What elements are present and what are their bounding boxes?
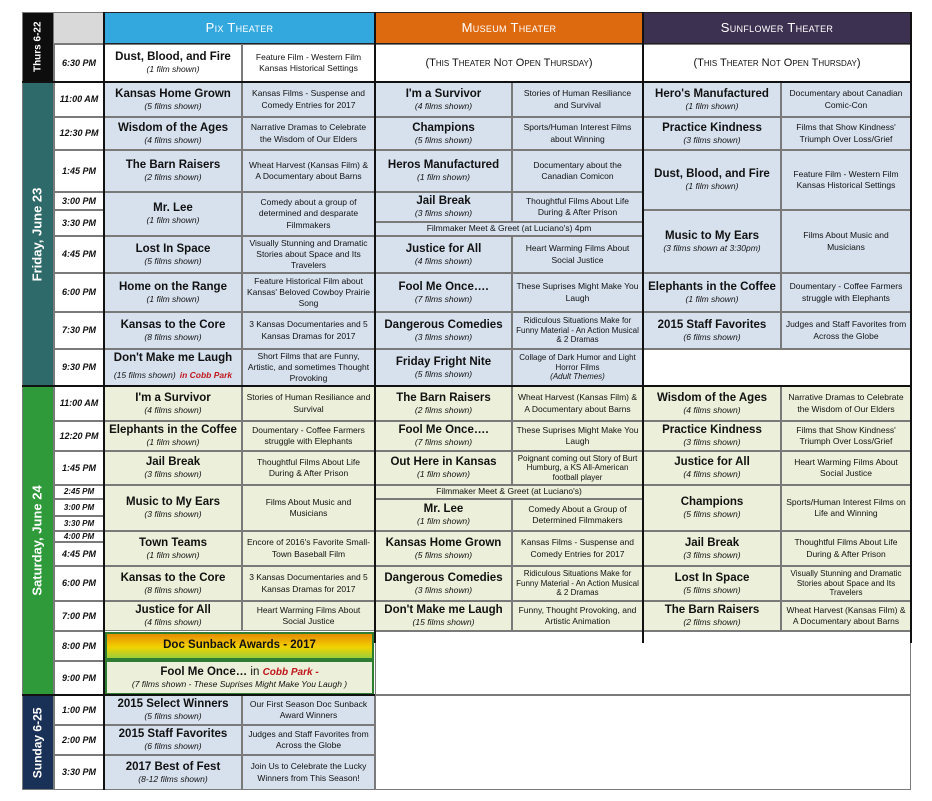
- film-description: Films About Music and Musicians: [803, 230, 889, 252]
- films-shown-count: (3 films shown): [414, 208, 473, 219]
- time-slot: 6:30 PM: [54, 44, 104, 82]
- film-description: Films that Show Kindness' Triumph Over Loss/Grief: [796, 122, 896, 144]
- museum-s7-film[interactable]: [375, 601, 512, 631]
- sunflower-s2-film[interactable]: [643, 421, 781, 451]
- theater-header-sun: Sunflower Theater: [643, 12, 911, 44]
- film-description: Doumentary - Coffee Farmers struggle with Elephants: [789, 281, 903, 303]
- time-slot: 6:00 PM: [54, 273, 104, 312]
- films-shown-count: (3 films shown): [414, 331, 473, 342]
- films-shown-count: (1 film shown): [417, 516, 470, 527]
- film-title: Mr. Lee: [423, 503, 464, 515]
- film-description: Visually Stunning and Dramatic Stories about Space and Its Travelers: [249, 237, 368, 271]
- film-description: These Suprises Might Make You Laugh: [516, 424, 639, 446]
- film-description: Feature Historical Film about Kansas' Beloved Cowboy Prairie Song: [246, 275, 371, 309]
- museum-f1-description: [512, 82, 643, 117]
- divider-pix-museum: [374, 12, 376, 643]
- films-shown-count: (1 film shown): [685, 181, 739, 192]
- film-title: Practice Kindness: [662, 121, 762, 134]
- film-title: Champions: [412, 121, 475, 134]
- museum-s4-film[interactable]: [375, 499, 512, 531]
- film-title: Kansas Home Grown: [385, 536, 502, 549]
- pix-thu1-film[interactable]: [104, 44, 242, 82]
- time-slot: 3:30 PM: [54, 755, 104, 790]
- film-description: These Suprises Might Make You Laugh: [516, 281, 639, 303]
- film-title: Practice Kindness: [662, 424, 762, 436]
- film-title: Lost In Space: [135, 242, 211, 255]
- theater-header-pix: Pix Theater: [104, 12, 375, 44]
- film-description: Narrative Dramas to Celebrate the Wisdom of Our Elders: [788, 392, 904, 414]
- meet-and-greet-saturday: Filmmaker Meet & Greet (at Luciano's): [375, 485, 643, 499]
- time-slot: 3:30 PM: [54, 516, 104, 531]
- sunflower-f2-description: [781, 117, 911, 150]
- film-description: Stories of Human Resiliance and Survival: [246, 392, 371, 414]
- film-title: Justice for All: [405, 242, 482, 255]
- museum-s7-description: [512, 601, 643, 631]
- pix-u1-description: [242, 695, 375, 725]
- film-description: Comedy about a group of determined and desparate Filmmakers: [258, 197, 359, 230]
- sunflower-s3-description: [781, 451, 911, 485]
- pix-f2-description: [242, 117, 375, 150]
- sunflower-s5-description: [781, 531, 911, 566]
- films-shown-count: (6 films shown): [683, 331, 741, 342]
- film-title: Heros Manufactured: [387, 159, 500, 171]
- film-description: Join Us to Celebrate the Lucky Winners from This Season!: [250, 761, 367, 783]
- museum-f2-description: [512, 117, 643, 150]
- film-description: Collage of Dark Humor and Light Horror Films: [519, 353, 636, 372]
- museum-f5-description: [512, 236, 643, 273]
- film-description: Kansas Films - Suspense and Comedy Entries for 2017: [521, 537, 634, 559]
- film-title: Fool Me Once….: [398, 424, 489, 436]
- time-slot: 6:00 PM: [54, 566, 104, 601]
- time-slot: 7:30 PM: [54, 312, 104, 349]
- films-shown-count: (1 film shown): [146, 549, 200, 560]
- day-label-sunday: [22, 695, 54, 790]
- pix-thu1-description: [242, 44, 375, 82]
- closing-event-fool-me-once[interactable]: [105, 660, 374, 695]
- film-description: 3 Kansas Documentaries and 5 Kansas Dramas for 2017: [249, 572, 368, 594]
- time-slot: 9:30 PM: [54, 349, 104, 386]
- film-description: Heart Warming Films About Social Justice: [525, 243, 630, 265]
- film-title: Jail Break: [416, 195, 471, 207]
- films-shown-count: (1 film shown): [685, 100, 739, 111]
- awards-banner: Doc Sunback Awards - 2017: [105, 632, 374, 660]
- pix-u3-film[interactable]: [104, 755, 242, 790]
- film-title: Kansas to the Core: [120, 571, 226, 584]
- time-slot: 3:30 PM: [54, 210, 104, 236]
- films-shown-count: (4 films shown): [414, 100, 473, 111]
- film-description: Short Films that are Funny, Artistic, and sometimes Thought Provoking: [247, 350, 370, 384]
- film-description: Comedy About a Group of Determined Filmmakers: [528, 503, 627, 525]
- film-title: Elephants in the Coffee: [648, 280, 776, 293]
- time-slot: 4:45 PM: [54, 542, 104, 566]
- films-shown-count: (6 films shown): [144, 741, 202, 752]
- pix-f7-film[interactable]: [104, 312, 242, 349]
- day-label-friday: [22, 82, 54, 386]
- film-description: Thoughtful Films About Life During & After Prison: [256, 456, 360, 478]
- pix-u2-film[interactable]: [104, 725, 242, 755]
- film-title: Jail Break: [145, 456, 201, 468]
- pix-s6-description: [242, 566, 375, 601]
- divider-friday: [22, 385, 911, 387]
- films-shown-count: (8-12 films shown): [138, 773, 208, 784]
- museum-s6-film[interactable]: [375, 566, 512, 601]
- pix-f7-description: [242, 312, 375, 349]
- time-slot: 4:45 PM: [54, 236, 104, 273]
- film-title: Champions: [680, 496, 744, 508]
- pix-u2-description: [242, 725, 375, 755]
- sunflower-s1-description: [781, 386, 911, 421]
- museum-s1-description: [512, 386, 643, 421]
- film-description: Encore of 2016's Favorite Small-Town Baseball Film: [246, 537, 371, 559]
- film-description: Poignant coming out Story of Burt Humburg, a KS All-American football player: [517, 453, 638, 482]
- pix-s4-description: [242, 485, 375, 531]
- time-slot: 1:00 PM: [54, 695, 104, 725]
- films-shown-count: (5 films shown): [414, 549, 473, 560]
- films-shown-count: (4 films shown): [683, 404, 741, 415]
- sunflower-f1-description: [781, 82, 911, 117]
- day-label-text: Saturday, June 24: [29, 485, 45, 596]
- pix-s7-description: [242, 601, 375, 631]
- films-shown-count: (3 films shown): [683, 549, 741, 560]
- day-label-thursday: [22, 12, 54, 82]
- film-title: Mr. Lee: [153, 202, 193, 214]
- closing-title: Fool Me Once…: [160, 665, 248, 678]
- time-slot: 7:00 PM: [54, 601, 104, 631]
- museum-f1-film[interactable]: [375, 82, 512, 117]
- pix-f4-description: [242, 192, 375, 236]
- film-description: Documentary about the Canadian Comicon: [533, 159, 622, 181]
- film-description: Doumentary - Coffee Farmers struggle with Elephants: [252, 424, 365, 446]
- films-shown-count: (8 films shown): [144, 584, 202, 595]
- pix-f4-film[interactable]: [104, 192, 242, 236]
- cobb-park-location: Cobb Park: [262, 666, 313, 678]
- films-shown-count: (5 films shown): [144, 711, 202, 722]
- film-title: Dangerous Comedies: [384, 318, 503, 331]
- time-slot: 9:00 PM: [54, 661, 104, 695]
- films-shown-count: (1 film shown): [146, 437, 200, 448]
- pix-s1-film[interactable]: [104, 386, 242, 421]
- film-title: Hero's Manufactured: [655, 87, 769, 100]
- pix-s5-film[interactable]: [104, 531, 242, 566]
- film-title: Don't Make me Laugh: [384, 604, 503, 616]
- closing-dash: -: [312, 666, 319, 678]
- films-shown-count: (5 films shown): [414, 134, 473, 145]
- museum-f7-film[interactable]: [375, 312, 512, 349]
- film-title: Dangerous Comedies: [384, 571, 503, 584]
- sunflower-f5-description: [781, 273, 911, 312]
- time-slot: 2:00 PM: [54, 725, 104, 755]
- sunflower-f4-description: [781, 210, 911, 273]
- films-shown-count: (15 films shown): [412, 617, 475, 628]
- museum-s3-description: [512, 451, 643, 485]
- closing-subtitle: (7 films shown - These Suprises Might Make You Laugh ): [131, 678, 348, 689]
- sunflower-s7-film[interactable]: [643, 601, 781, 631]
- museum-f6-film[interactable]: [375, 273, 512, 312]
- museum-f3-description: [512, 150, 643, 192]
- pix-f6-film[interactable]: [104, 273, 242, 312]
- film-description: Judges and Staff Favorites from Across the Globe: [785, 319, 907, 341]
- film-title: Kansas Home Grown: [115, 87, 231, 100]
- day-label-text: Friday, June 23: [29, 187, 45, 281]
- film-title: Don't Make me Laugh: [113, 351, 233, 364]
- divider-time-pix: [103, 12, 105, 790]
- time-slot: 12:20 PM: [54, 421, 104, 451]
- film-description: Feature Film - Western Film Kansas Historical Settings: [255, 51, 362, 73]
- time-slot: 2:45 PM: [54, 485, 104, 499]
- pix-s2-film[interactable]: [104, 421, 242, 451]
- films-shown-count: (1 film shown): [417, 469, 470, 480]
- film-title: Dust, Blood, and Fire: [115, 51, 231, 63]
- pix-f6-description: [242, 273, 375, 312]
- theater-header-mus: Museum Theater: [375, 12, 643, 44]
- meet-and-greet-friday: Filmmaker Meet & Greet (at Luciano's) 4pm: [375, 222, 643, 236]
- film-description: Heart Warming Films About Social Justice: [256, 604, 361, 626]
- museum-f6-description: [512, 273, 643, 312]
- sunflower-f4-film[interactable]: [643, 210, 781, 273]
- film-title: 2015 Select Winners: [117, 698, 229, 710]
- film-note: (Adult Themes): [550, 372, 605, 382]
- sunflower-s6-description: [781, 566, 911, 601]
- pix-u1-film[interactable]: [104, 695, 242, 725]
- pix-f8-description: [242, 349, 375, 386]
- film-description: Funny, Thought Provoking, and Artistic Animation: [518, 604, 637, 626]
- film-description: Ridiculous Situations Make for Funny Material - An Action Musical & 2 Dramas: [516, 569, 639, 598]
- sunflower-f6-description: [781, 312, 911, 349]
- film-title: Out Here in Kansas: [390, 456, 497, 468]
- divider-museum-sunflower: [642, 12, 644, 643]
- pix-s6-film[interactable]: [104, 566, 242, 601]
- films-shown-count: (4 films shown): [144, 134, 202, 145]
- museum-s5-description: [512, 531, 643, 566]
- sunflower-f1-film[interactable]: [643, 82, 781, 117]
- sunflower-s4-description: [781, 485, 911, 531]
- museum-f5-film[interactable]: [375, 236, 512, 273]
- museum-s2-description: [512, 421, 643, 451]
- film-description: Documentary about Canadian Comic-Con: [789, 88, 903, 110]
- museum-f8-film[interactable]: [375, 349, 512, 386]
- film-title: Dust, Blood, and Fire: [654, 168, 770, 180]
- time-slot: 3:00 PM: [54, 499, 104, 516]
- film-description: Judges and Staff Favorites from Across the Globe: [248, 728, 369, 750]
- films-shown-count: (3 films shown): [683, 437, 741, 448]
- pix-s7-film[interactable]: [104, 601, 242, 631]
- film-title: Kansas to the Core: [120, 318, 226, 331]
- films-shown-count: (1 film shown): [417, 172, 470, 183]
- films-shown-count: (4 films shown): [683, 469, 741, 480]
- film-title: The Barn Raisers: [396, 391, 491, 404]
- films-shown-count: (5 films shown): [144, 100, 202, 111]
- film-title: Town Teams: [139, 536, 207, 549]
- divider-saturday: [22, 694, 375, 696]
- pix-s5-description: [242, 531, 375, 566]
- museum-s3-film[interactable]: [375, 451, 512, 485]
- film-description: Films About Music and Musicians: [265, 496, 352, 518]
- films-shown-count: (5 films shown): [683, 509, 741, 520]
- films-shown-count: (1 film shown): [685, 293, 739, 304]
- films-shown-count: (8 films shown): [144, 331, 202, 342]
- film-description: Kansas Films - Suspense and Comedy Entries for 2017: [252, 88, 365, 110]
- film-title: I'm a Survivor: [405, 87, 482, 100]
- film-title: Home on the Range: [119, 280, 227, 293]
- films-shown-count: (3 films shown): [683, 134, 741, 145]
- films-shown-count: (2 films shown): [144, 172, 202, 183]
- sunflower-f3-description: [781, 150, 911, 210]
- empty-sunday-block: [375, 695, 911, 790]
- closing-in: in: [247, 665, 263, 678]
- sunflower-f5-film[interactable]: [643, 273, 781, 312]
- time-slot: 11:00 AM: [54, 386, 104, 421]
- films-shown-count: (3 films shown): [414, 584, 473, 595]
- day-label-saturday: [22, 386, 54, 695]
- museum-f8-description: [512, 349, 643, 386]
- pix-f2-film[interactable]: [104, 117, 242, 150]
- films-shown-count: (3 films shown): [144, 509, 202, 520]
- pix-f3-description: [242, 150, 375, 192]
- pix-s3-film[interactable]: [104, 451, 242, 485]
- film-description: Our First Season Doc Sunback Award Winners: [249, 698, 368, 720]
- film-description: Films that Show Kindness' Triumph Over Loss/Grief: [796, 424, 896, 446]
- sunflower-s5-film[interactable]: [643, 531, 781, 566]
- film-title: Justice for All: [674, 456, 750, 468]
- film-description: Sports/Human Interest Films on Life and Winning: [786, 496, 906, 518]
- film-title: 2015 Staff Favorites: [118, 728, 228, 740]
- film-title: Lost In Space: [674, 571, 750, 584]
- museum-s2-film[interactable]: [375, 421, 512, 451]
- museum-f4-film[interactable]: [375, 192, 512, 222]
- sunflower-f6-film[interactable]: [643, 312, 781, 349]
- films-shown-count: (4 films shown): [144, 617, 202, 628]
- sunflower-closed-thursday: (This Theater Not Open Thursday): [643, 44, 911, 82]
- pix-f1-description: [242, 82, 375, 117]
- film-description: Feature Film - Western Film Kansas Historical Settings: [793, 168, 899, 190]
- sunflower-s6-film[interactable]: [643, 566, 781, 601]
- museum-s5-film[interactable]: [375, 531, 512, 566]
- sunflower-s2-description: [781, 421, 911, 451]
- films-shown-count: (4 films shown): [144, 404, 202, 415]
- museum-s6-description: [512, 566, 643, 601]
- film-title: The Barn Raisers: [125, 159, 221, 171]
- pix-u3-description: [242, 755, 375, 790]
- film-title: Elephants in the Coffee: [109, 424, 237, 436]
- sunflower-s3-film[interactable]: [643, 451, 781, 485]
- divider-right-edge: [910, 12, 912, 643]
- film-description: Ridiculous Situations Make for Funny Material - An Action Musical & 2 Dramas: [516, 316, 639, 345]
- film-title: Jail Break: [684, 536, 740, 549]
- museum-s4-description: [512, 499, 643, 531]
- time-slot: 12:30 PM: [54, 117, 104, 150]
- films-shown-count: (15 films shown): [113, 369, 176, 380]
- cobb-park-location: in Cobb Park: [179, 369, 233, 380]
- museum-f3-film[interactable]: [375, 150, 512, 192]
- film-description: Wheat Harvest (Kansas Film) & A Documentary about Barns: [248, 159, 369, 181]
- film-description: Thoughtful Films About Life During & After Prison: [525, 195, 629, 217]
- film-description: Sports/Human Interest Films about Winning: [523, 122, 632, 144]
- day-label-text: Thurs 6-22: [32, 21, 44, 73]
- museum-closed-thursday: (This Theater Not Open Thursday): [375, 44, 643, 82]
- film-title: 2017 Best of Fest: [125, 760, 221, 773]
- film-description: Heart Warming Films About Social Justice: [794, 456, 898, 478]
- pix-f3-film[interactable]: [104, 150, 242, 192]
- film-title: The Barn Raisers: [664, 604, 760, 616]
- films-shown-count: (3 films shown at 3:30pm): [663, 242, 761, 253]
- pix-s3-description: [242, 451, 375, 485]
- sunflower-s7-description: [781, 601, 911, 631]
- films-shown-count: (1 film shown): [146, 215, 200, 226]
- film-description: Narrative Dramas to Celebrate the Wisdom of Our Elders: [250, 122, 367, 144]
- time-slot: 4:00 PM: [54, 531, 104, 542]
- pix-f8-film[interactable]: [104, 349, 242, 386]
- pix-f5-film[interactable]: [104, 236, 242, 273]
- film-title: Music to My Ears: [126, 496, 220, 508]
- pix-f1-film[interactable]: [104, 82, 242, 117]
- films-shown-count: (7 films shown): [414, 293, 473, 304]
- film-title: I'm a Survivor: [135, 391, 211, 404]
- count-and-location: [114, 365, 232, 383]
- films-shown-count: (5 films shown): [414, 368, 473, 379]
- film-title: Music to My Ears: [665, 229, 759, 242]
- time-slot: 1:45 PM: [54, 150, 104, 192]
- time-slot: 11:00 AM: [54, 82, 104, 117]
- films-shown-count: (7 films shown): [414, 437, 473, 448]
- films-shown-count: (3 films shown): [144, 469, 202, 480]
- films-shown-count: (4 films shown): [414, 255, 473, 266]
- closing-event-title-line: [160, 666, 318, 679]
- films-shown-count: (5 films shown): [683, 584, 741, 595]
- sunflower-s4-film[interactable]: [643, 485, 781, 531]
- films-shown-count: (2 films shown): [414, 404, 473, 415]
- pix-s4-film[interactable]: [104, 485, 242, 531]
- museum-f7-description: [512, 312, 643, 349]
- films-shown-count: (1 film shown): [146, 64, 200, 75]
- films-shown-count: (1 film shown): [146, 293, 200, 304]
- pix-s2-description: [242, 421, 375, 451]
- time-slot: 1:45 PM: [54, 451, 104, 485]
- film-title: Wisdom of the Ages: [656, 391, 767, 404]
- film-description: Wheat Harvest (Kansas Film) & A Documentary about Barns: [517, 392, 638, 414]
- film-title: 2015 Staff Favorites: [657, 318, 767, 331]
- pix-f5-description: [242, 236, 375, 273]
- sunflower-s1-film[interactable]: [643, 386, 781, 421]
- divider-thursday: [22, 81, 911, 83]
- museum-f4-description: [512, 192, 643, 222]
- film-description: Wheat Harvest (Kansas Film) & A Documentary about Barns: [786, 604, 906, 626]
- pix-s1-description: [242, 386, 375, 421]
- film-description: Thoughtful Films About Life During & After Prison: [794, 537, 898, 559]
- film-description: Visually Stunning and Dramatic Stories about Space and Its Travelers: [790, 569, 902, 598]
- film-title: Justice for All: [135, 604, 211, 616]
- film-title: Friday Fright Nite: [395, 355, 492, 368]
- time-slot: 3:00 PM: [54, 192, 104, 210]
- sunflower-f2-film[interactable]: [643, 117, 781, 150]
- films-shown-count: (5 films shown): [144, 255, 202, 266]
- day-label-text: Sunday 6-25: [30, 707, 45, 778]
- film-title: Fool Me Once….: [398, 280, 489, 293]
- museum-f2-film[interactable]: [375, 117, 512, 150]
- film-description: Stories of Human Resiliance and Survival: [523, 88, 632, 110]
- museum-s1-film[interactable]: [375, 386, 512, 421]
- film-title: Wisdom of the Ages: [117, 121, 228, 134]
- sunflower-f3-film[interactable]: [643, 150, 781, 210]
- time-slot: 8:00 PM: [54, 631, 104, 661]
- film-description: 3 Kansas Documentaries and 5 Kansas Dramas for 2017: [249, 319, 368, 341]
- sunflower-empty-slot: [643, 349, 911, 386]
- films-shown-count: (2 films shown): [683, 617, 741, 628]
